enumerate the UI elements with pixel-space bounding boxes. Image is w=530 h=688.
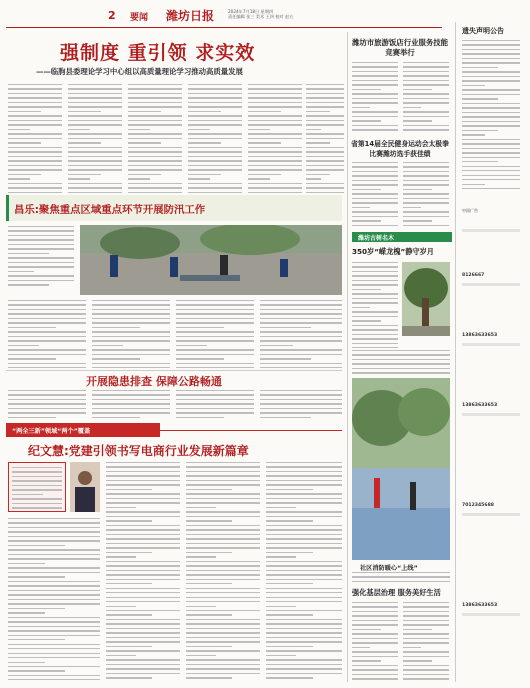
sports-column-1	[352, 162, 398, 228]
ecommerce-column-2	[186, 462, 260, 680]
topic-banner-text: “两全三新”领域“两个”覆盖	[12, 428, 91, 435]
column-divider	[347, 32, 348, 682]
ecommerce-headline: 纪文慧:党建引领书写电商行业发展新篇章	[28, 444, 249, 458]
road-inspection-headline: 开展隐患排查 保障公路畅通	[86, 375, 222, 388]
changle-column-3	[176, 300, 254, 368]
ad-label: 中国广告	[462, 208, 478, 213]
issue-date-text: 2024年7月18日 星期四	[228, 9, 274, 14]
road-column-4	[260, 390, 342, 420]
changle-column-2	[92, 300, 170, 368]
lead-column-2	[68, 84, 122, 194]
lead-column-5	[248, 84, 302, 194]
ad-rule	[462, 229, 520, 232]
tree-column-1	[352, 262, 398, 348]
ad-phone: 13863633653	[462, 333, 498, 338]
tourism-column-1	[352, 62, 398, 134]
sports-column-2	[403, 162, 449, 228]
ecommerce-portrait	[70, 462, 100, 512]
sidebar-notice-text	[462, 40, 520, 190]
ad-rule	[462, 283, 520, 286]
ecommerce-column-3	[266, 462, 342, 680]
page-number: 2	[108, 9, 116, 22]
issue-date	[228, 9, 293, 19]
ad-rule	[462, 413, 520, 416]
changle-column-1	[8, 300, 86, 368]
quote-text	[12, 467, 62, 509]
changle-column-4	[260, 300, 342, 368]
ad-rule	[462, 613, 520, 616]
road-column-3	[176, 390, 254, 420]
changle-photo	[80, 225, 342, 295]
tree-photo	[402, 262, 450, 336]
ad-rule	[462, 343, 520, 346]
ad-slot-3	[456, 322, 526, 352]
ad-phone: 13863633653	[462, 603, 498, 608]
changle-intro	[8, 226, 74, 286]
community-photo-image	[352, 378, 450, 560]
ad-slot-2	[456, 262, 526, 292]
page-header	[6, 6, 442, 28]
road-column-2	[92, 390, 170, 420]
editor-line: 责任编辑 张三 美术 王四 校对 赵五	[228, 14, 294, 19]
ad-slot-1	[456, 208, 526, 238]
ad-slot-4	[456, 392, 526, 422]
lead-subheadline: ——临朐县委理论学习中心组以高质量理论学习推动高质量发展	[36, 67, 243, 76]
ad-phone: 7012345688	[462, 503, 494, 508]
lead-headline: 强制度 重引领 求实效	[60, 42, 256, 64]
newspaper-logo: 潍坊日报	[166, 9, 215, 23]
changle-photo-image	[80, 225, 342, 295]
community-photo	[352, 378, 450, 560]
community-caption: 社区消防暖心“上线”	[360, 565, 418, 572]
tree-photo-image	[402, 262, 450, 336]
ad-slot-5	[456, 492, 526, 522]
topic-banner-rule	[160, 430, 342, 431]
portrait-image	[70, 462, 100, 512]
notice-sidebar	[455, 22, 525, 682]
changle-headline: 昌乐:聚焦重点区域重点环节开展防汛工作	[14, 204, 206, 216]
community-text	[352, 572, 450, 584]
service-headline: 强化基层治理 服务美好生活	[352, 588, 441, 597]
lead-column-1	[8, 84, 62, 194]
ad-rule	[462, 513, 520, 516]
sidebar-title: 遗失声明公告	[462, 27, 504, 35]
heritage-tree-flag-text: 潍坊古树名木	[358, 235, 395, 242]
ad-slot-6	[456, 592, 526, 622]
ad-phone: 13863633653	[462, 403, 498, 408]
tourism-column-2	[403, 62, 449, 134]
tree-column-2	[352, 350, 450, 374]
service-column-2	[403, 602, 449, 682]
ecommerce-quote-box	[8, 462, 66, 512]
road-column-1	[8, 390, 86, 420]
lead-column-3	[128, 84, 182, 194]
section-rule	[6, 370, 342, 371]
heritage-tree-headline: 350岁“嵘龙槐”静守岁月	[352, 247, 434, 256]
lead-column-4	[188, 84, 242, 194]
ecommerce-column-1	[106, 462, 180, 680]
ecommerce-column-0	[8, 518, 100, 680]
sports-headline: 省第14届全民健身运动会太极拳比赛潍坊选手获佳绩	[351, 140, 449, 158]
section-label: 要闻	[130, 13, 149, 23]
service-column-1	[352, 602, 398, 682]
tourism-headline: 潍坊市旅游饭店行业服务技能竞赛举行	[351, 38, 449, 57]
lead-column-6	[306, 84, 344, 194]
ad-phone: 8126667	[462, 273, 485, 278]
